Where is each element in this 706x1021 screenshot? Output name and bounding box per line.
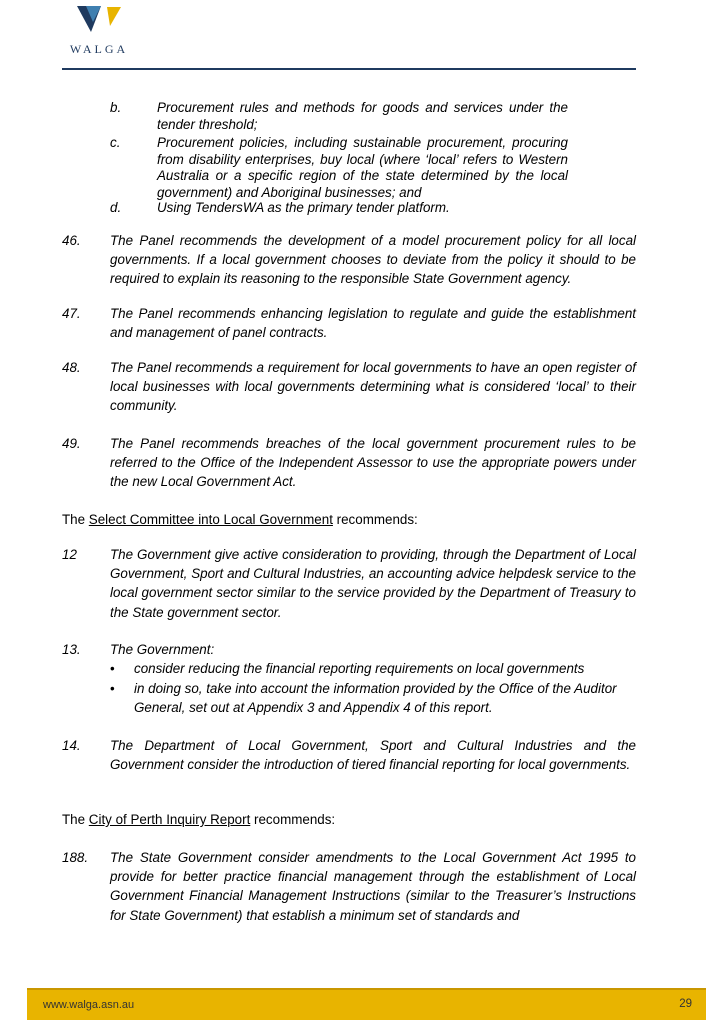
recommendation-49 — [62, 434, 636, 492]
committee-item-14 — [62, 736, 636, 774]
logo-text: WALGA — [69, 42, 129, 56]
footer-website-link[interactable]: www.walga.asn.au — [43, 999, 135, 1011]
recommendation-47 — [62, 304, 636, 342]
sub-item-text: Procurement rules and methods for goods and services under the tender threshold; — [157, 100, 568, 132]
recommendation-number: 14. — [62, 738, 81, 753]
footer-bar — [27, 988, 706, 1020]
bullet-text: in doing so, take into account the information provided by the Office of the Auditor General, set out at Appendix 3 and Appendix 4 of this report. — [134, 681, 617, 716]
recommendation-46 — [62, 231, 636, 289]
recommendation-number: 49. — [62, 436, 81, 451]
bullet-icon: • — [110, 681, 115, 696]
recommendation-number: 46. — [62, 233, 81, 248]
walga-logo-icon — [77, 6, 123, 36]
walga-logo — [66, 6, 132, 56]
committee-item-13 — [62, 640, 636, 659]
recommendation-text: The Department of Local Government, Sport and Cultural Industries and the Government consider the introduction of tiered financial reporting for local governments. — [110, 738, 636, 773]
sub-item-number: c. — [110, 135, 121, 150]
sub-item-number: b. — [110, 100, 122, 115]
recommendation-number: 47. — [62, 306, 81, 321]
recommendation-number: 13. — [62, 642, 81, 657]
recommendation-number: 48. — [62, 360, 81, 375]
sub-item-number: d. — [110, 200, 122, 215]
perth-inquiry-reference: City of Perth Inquiry Report — [88, 812, 251, 827]
bullet-item — [110, 659, 636, 678]
perth-inquiry-intro — [62, 810, 335, 829]
recommendation-text: The Panel recommends enhancing legislation to regulate and guide the establishment and management of panel contracts. — [110, 306, 636, 341]
recommendation-text: The Panel recommends breaches of the local government procurement rules to be referred to the Office of the Independent Assessor to use the appropriate powers under the new Local Government Act. — [110, 436, 636, 490]
select-committee-intro — [62, 510, 418, 529]
page-number: 29 — [679, 998, 692, 1010]
intro-suffix: recommends: — [250, 812, 336, 827]
intro-prefix: The — [62, 512, 89, 527]
bullet-text: consider reducing the financial reporting requirements on local governments — [134, 661, 585, 676]
select-committee-reference: Select Committee into Local Government — [88, 512, 333, 527]
recommendation-text: The Panel recommends the development of a model procurement policy for all local governments. If a local government chooses to deviate from the policy it should to be required to explain its reasoning to the responsible State Government agency. — [110, 233, 636, 287]
sub-item-b — [110, 100, 568, 133]
intro-prefix: The — [62, 812, 89, 827]
intro-suffix: recommends: — [332, 512, 418, 527]
committee-item-12 — [62, 545, 636, 622]
bullet-item — [110, 679, 636, 717]
recommendation-text: The Panel recommends a requirement for local governments to have an open register of local businesses with local governments determining what is considered ‘local’ to their community. — [110, 360, 636, 414]
recommendation-number: 188. — [62, 850, 89, 865]
recommendation-text: The Government give active consideration to providing, through the Department of Local Government, Sport and Cultural Industries, an accounting advice helpdesk service to the local government sector similar to the service provided by the Department of Treasury to the State government sector. — [110, 547, 636, 620]
recommendation-text: The State Government consider amendments to the Local Government Act 1995 to provide for better practice financial management through the establishment of Local Government Financial Management Instructions (similar to the Treasurer’s Instructions for State Government) that establish a minimum set of standards and — [110, 850, 636, 923]
sub-item-c — [110, 135, 568, 201]
recommendation-number: 12 — [62, 547, 77, 562]
recommendation-48 — [62, 358, 636, 416]
sub-item-text: Procurement policies, including sustainable procurement, procuring from disability enterprises, buy local (where ‘local’ refers to Western Australia or a specific region of the state determined by the local government) and Aboriginal businesses; and — [157, 135, 568, 200]
header-divider — [62, 68, 636, 70]
recommendation-text: The Government: — [110, 642, 215, 657]
bullet-icon: • — [110, 661, 115, 676]
sub-item-d — [110, 200, 568, 217]
inquiry-item-188 — [62, 848, 636, 925]
sub-item-text: Using TendersWA as the primary tender platform. — [157, 200, 450, 215]
